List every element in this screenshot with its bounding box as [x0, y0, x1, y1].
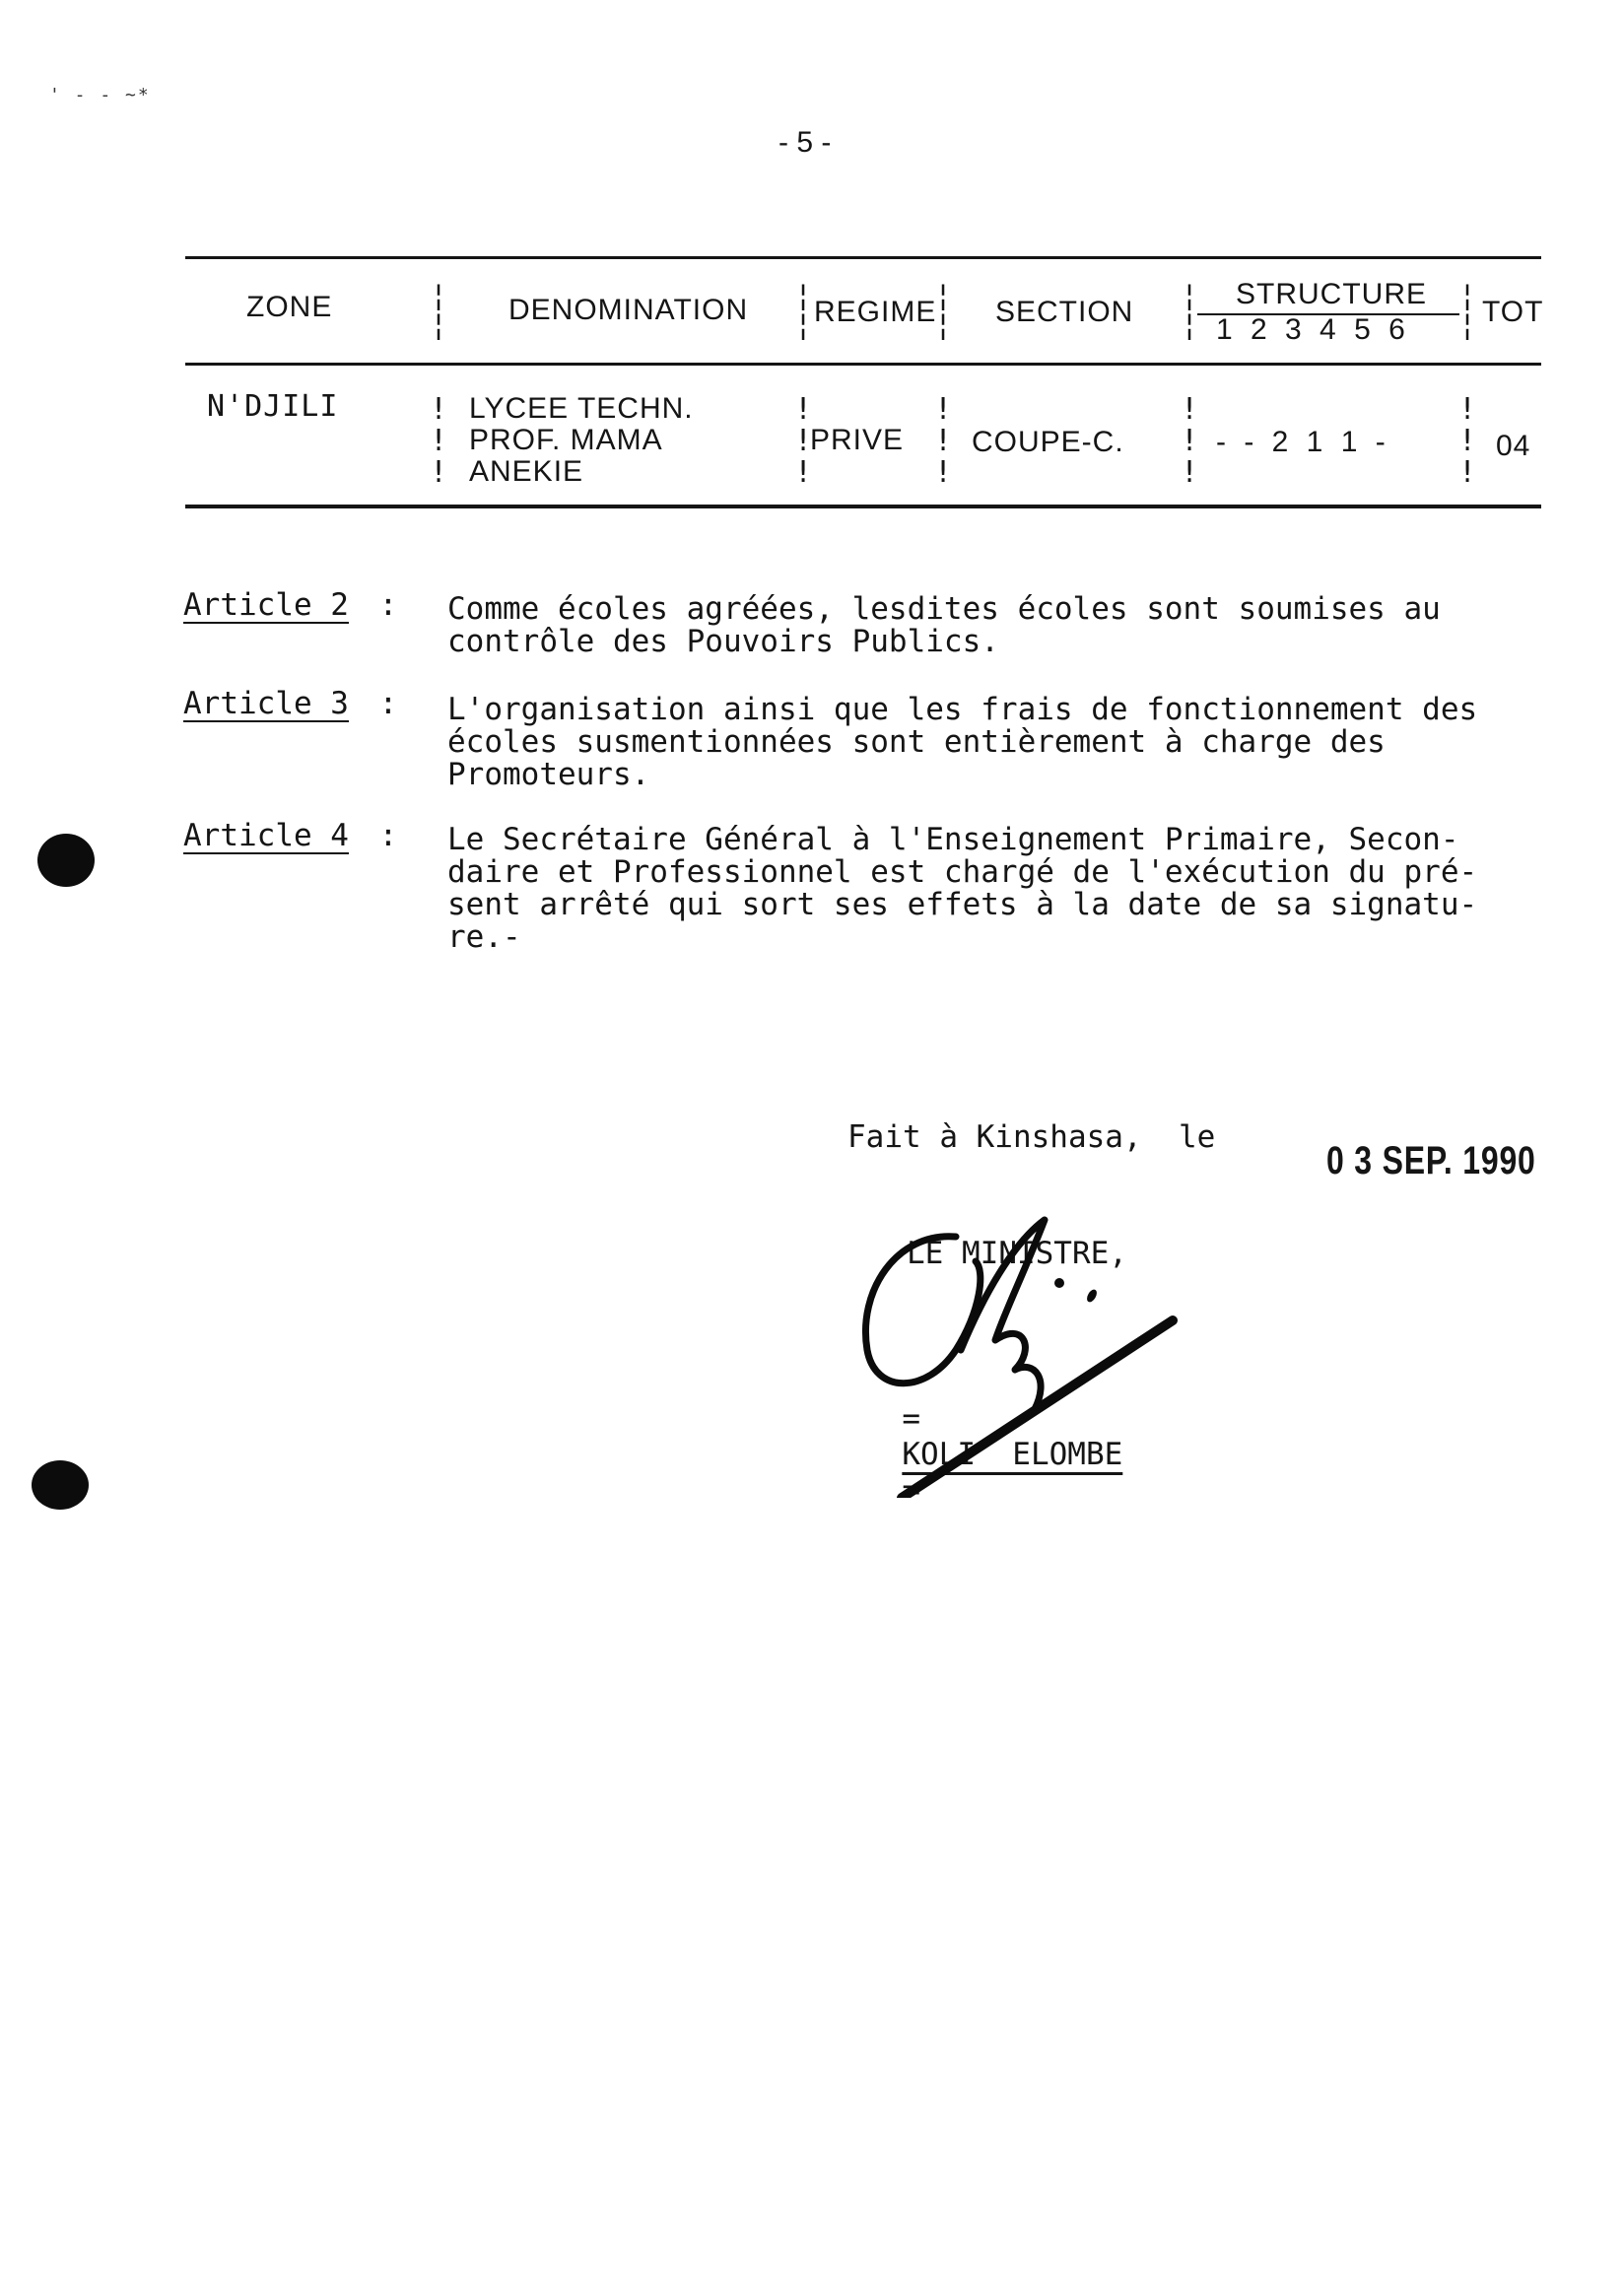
header-zone: ZONE — [246, 291, 333, 323]
cell-structure: - - 2 1 1 - — [1216, 426, 1390, 458]
cell-zone: N'DJILI — [207, 389, 339, 424]
header-structure-columns: 1 2 3 4 5 6 — [1216, 313, 1410, 346]
table-top-rule — [185, 256, 1541, 259]
article-separator: : — [378, 686, 398, 721]
handwritten-signature — [838, 1202, 1192, 1498]
article-separator: : — [378, 587, 398, 623]
article-number: Article 2 — [183, 587, 349, 623]
article-label — [183, 818, 397, 853]
header-tot: TOT — [1482, 296, 1544, 328]
name-text: KOLI ELOMBE — [902, 1437, 1123, 1472]
table-header-rule — [185, 363, 1541, 366]
header-regime: REGIME — [814, 296, 937, 328]
article-text: Comme écoles agréées, lesdites écoles sont soumises au contrôle des Pouvoirs Publics. — [447, 591, 1441, 659]
article-text: L'organisation ainsi que les frais de fonctionnement des écoles susmentionnées sont entièrement à charge des Promoteurs. — [447, 692, 1478, 792]
name-prefix: = — [902, 1401, 920, 1437]
page-number: - 5 - — [778, 126, 832, 159]
row-divider: ! ! ! — [1181, 392, 1199, 490]
article-text: Le Secrétaire Général à l'Enseignement Primaire, Secon- daire et Professionnel est chargé de l'exécution du pré- sent arrêté qui sort ses effets à la date de sa signatu- re.- — [447, 822, 1478, 955]
cell-denomination-line: ANEKIE — [469, 455, 584, 488]
article-label — [183, 686, 397, 721]
header-divider: ¦ ¦ — [430, 279, 448, 343]
punch-hole — [32, 1460, 89, 1510]
cell-regime: PRIVE — [810, 424, 905, 456]
header-section: SECTION — [995, 296, 1134, 328]
article-separator: : — [378, 818, 398, 853]
name-suffix: = — [902, 1472, 920, 1508]
article-number: Article 4 — [183, 818, 349, 853]
cell-section: COUPE-C. — [972, 426, 1124, 458]
row-divider: ! ! ! — [934, 392, 953, 490]
corner-mark: ' - - ~* — [49, 85, 151, 105]
place-and-date-line: Fait à Kinshasa, le — [847, 1119, 1216, 1155]
table-bottom-rule — [185, 505, 1541, 508]
signatory-title: LE MINISTRE, — [907, 1236, 1127, 1271]
header-structure: STRUCTURE — [1236, 278, 1427, 310]
cell-denomination-line: LYCEE TECHN. — [469, 392, 694, 425]
header-divider: ¦ ¦ — [934, 279, 953, 343]
header-divider: ¦ ¦ — [1458, 279, 1477, 343]
cell-denomination-line: PROF. MAMA — [469, 424, 663, 456]
cell-tot: 04 — [1496, 430, 1531, 462]
date-stamp: 0 3 SEP. 1990 — [1326, 1139, 1536, 1182]
article-label — [183, 587, 397, 623]
article-number: Article 3 — [183, 686, 349, 721]
row-divider: ! ! ! — [430, 392, 448, 490]
row-divider: ! ! ! — [794, 392, 813, 490]
header-divider: ¦ ¦ — [1181, 279, 1199, 343]
punch-hole — [37, 834, 95, 887]
row-divider: ! ! ! — [1458, 392, 1477, 490]
header-denomination: DENOMINATION — [508, 294, 749, 326]
header-divider: ¦ ¦ — [794, 279, 813, 343]
